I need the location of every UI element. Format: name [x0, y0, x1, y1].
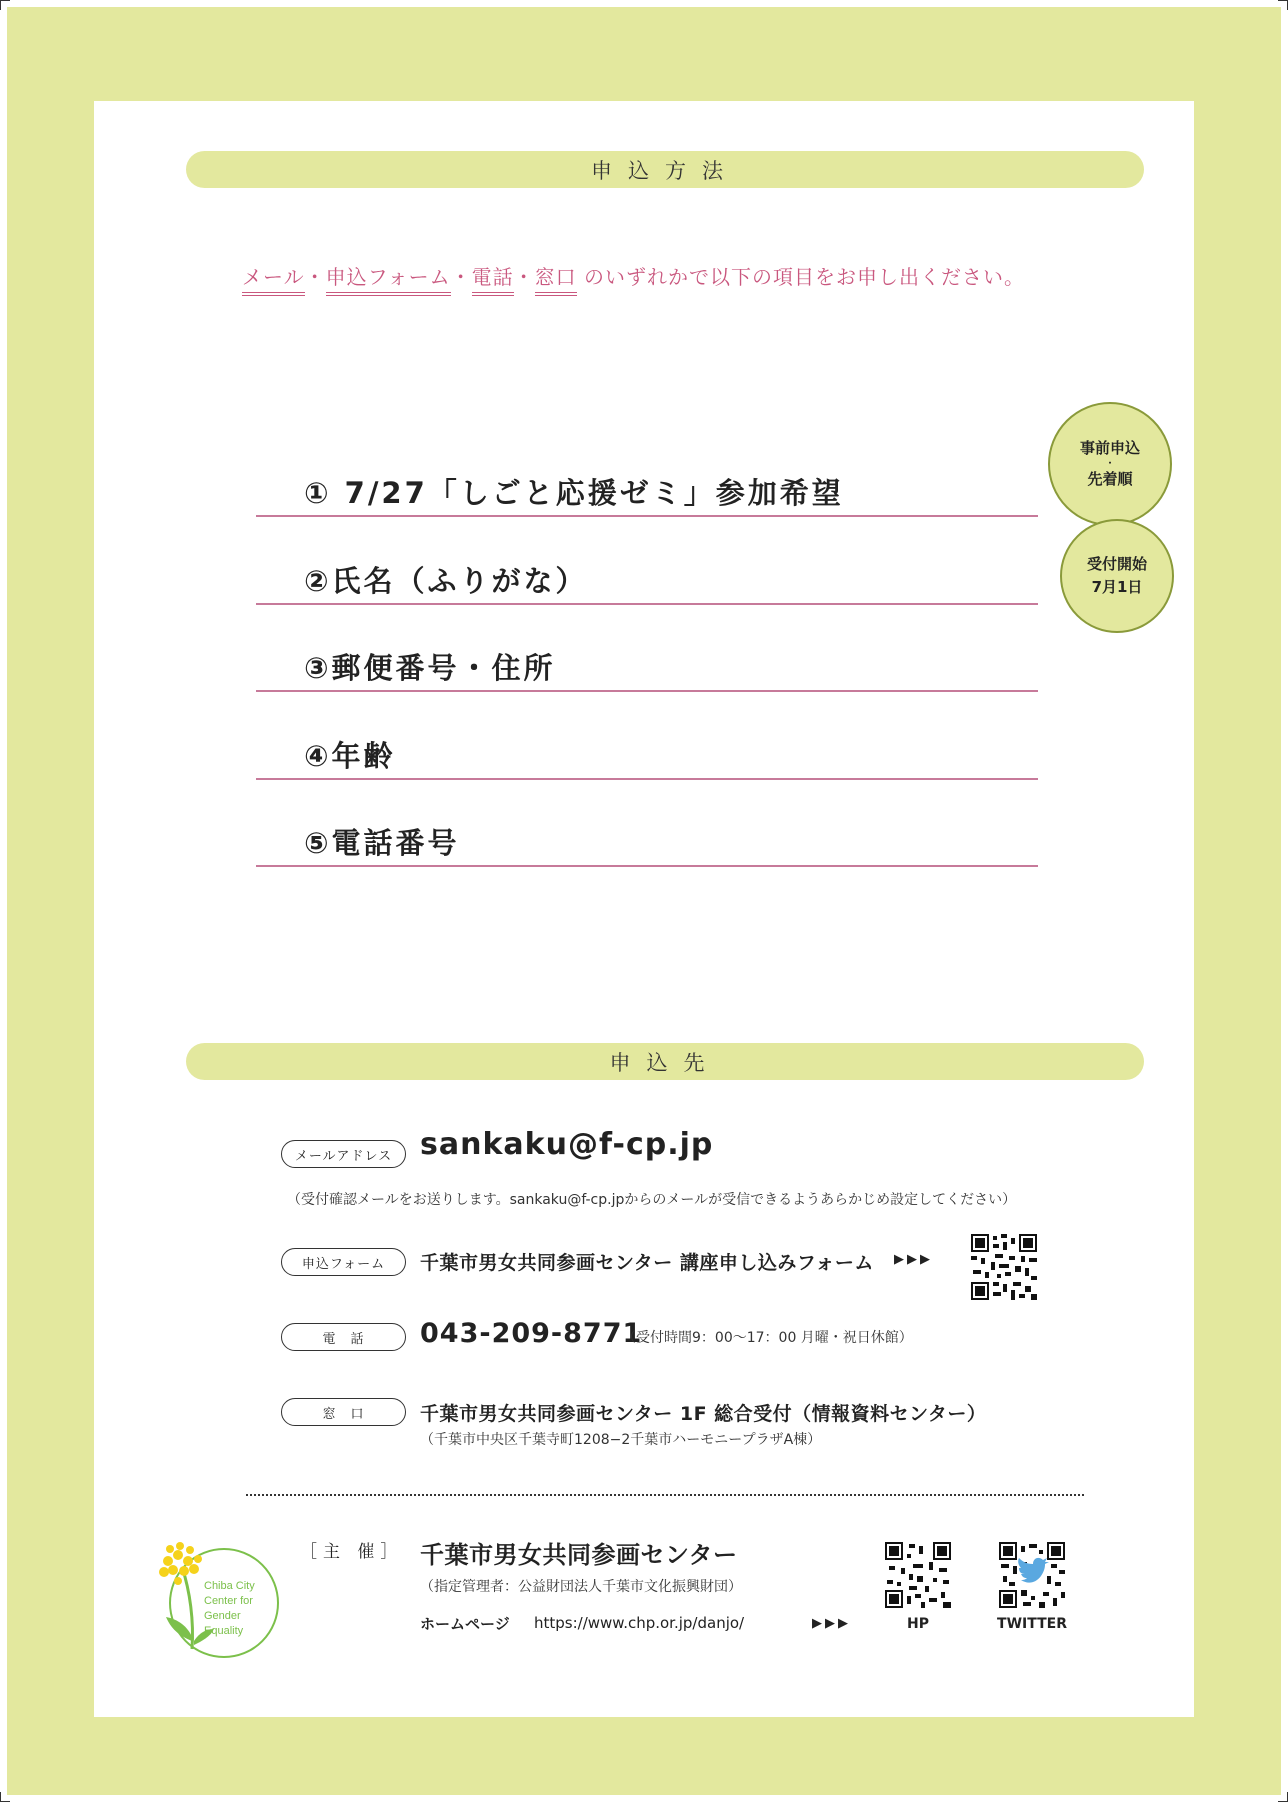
window-location-text: 千葉市男女共同参画センター 1F 総合受付（情報資料センター） [420, 1403, 987, 1425]
qr-code-hp[interactable] [885, 1542, 951, 1608]
window-label [281, 1398, 406, 1426]
homepage-url[interactable]: https://www.chp.or.jp/danjo/ [534, 1614, 745, 1632]
intro-tail: のいずれかで以下の項目をお申し出ください。 [576, 265, 1025, 289]
item-text: ④年齢 [304, 739, 396, 773]
badge-advance-registration [1048, 402, 1172, 526]
badge-dot: ・ [1105, 458, 1115, 469]
item-text: ③郵便番号・住所 [304, 651, 556, 685]
section-header-application-destination [186, 1043, 1144, 1080]
badge-line: 事前申込 [1079, 438, 1140, 457]
logo-text-line: Center for [204, 1595, 253, 1607]
required-item-3 [256, 642, 1038, 692]
badge-start-date [1060, 519, 1174, 633]
phone-label [281, 1323, 406, 1351]
arrow-icon: ▶▶▶ [894, 1252, 933, 1267]
item-text: ① 7/27「しごと応援ゼミ」参加希望 [304, 476, 844, 510]
section-title: 申込先 [609, 1050, 721, 1075]
form-link-text[interactable]: 千葉市男女共同参画センター 講座申し込みフォーム [420, 1252, 874, 1274]
logo-text-line: Chiba City [204, 1580, 255, 1592]
email-note: （受付確認メールをお送りします。sankaku@f-cp.jpからのメールが受信できるようあらかじめ設定してください） [287, 1192, 1017, 1208]
item-text: ⑤電話番号 [304, 826, 460, 860]
phone-hours-note: （受付時間9：00〜17：00 月曜・祝日休館） [622, 1330, 913, 1346]
host-manager: （指定管理者：公益財団法人千葉市文化振興財団） [420, 1579, 742, 1595]
phone-number[interactable]: 043-209-8771 [420, 1318, 643, 1349]
label-text: 窓 口 [322, 1406, 365, 1422]
intro-text [242, 261, 1102, 290]
crop-mark [0, 0, 10, 1]
method-form: 申込フォーム [326, 265, 451, 296]
email-address[interactable]: sankaku@f-cp.jp [420, 1127, 714, 1162]
required-item-4 [256, 730, 1038, 780]
form-label [281, 1248, 406, 1276]
item-text: ②氏名（ふりがな） [304, 564, 588, 598]
logo-text-line: Equality [204, 1625, 244, 1637]
method-window: 窓口 [535, 265, 577, 296]
section-header-application-method [186, 151, 1144, 188]
badge-line: 7月1日 [1091, 578, 1143, 596]
separator: ・ [513, 265, 535, 289]
logo-text-line: Gender [204, 1610, 241, 1622]
required-item-2 [256, 555, 1038, 605]
required-item-1 [256, 467, 1038, 517]
method-email: メール [242, 265, 305, 296]
qr-caption-hp: HP [907, 1616, 929, 1632]
method-phone: 電話 [472, 265, 514, 296]
homepage-label: ホームページ [420, 1615, 510, 1633]
qr-code-twitter[interactable] [999, 1542, 1065, 1608]
host-name: 千葉市男女共同参画センター [420, 1541, 738, 1569]
chiba-city-gender-equality-logo [154, 1541, 282, 1661]
crop-mark [0, 0, 1, 10]
badge-line: 先着順 [1087, 470, 1133, 489]
crop-mark [1278, 0, 1288, 1]
badge-line: 受付開始 [1086, 554, 1147, 573]
host-label: ［主 催］ [300, 1542, 404, 1562]
flyer-sheet [94, 101, 1194, 1717]
label-text: 電 話 [322, 1331, 365, 1347]
arrow-icon: ▶▶▶ [812, 1616, 851, 1631]
qr-code-form[interactable] [971, 1234, 1037, 1300]
label-text: メールアドレス [294, 1148, 393, 1164]
section-title: 申込方法 [591, 158, 739, 183]
qr-caption-twitter: TWITTER [997, 1616, 1067, 1632]
separator: ・ [450, 265, 472, 289]
label-text: 申込フォーム [301, 1256, 386, 1272]
email-label [281, 1140, 406, 1168]
separator: ・ [304, 265, 326, 289]
dotted-divider [246, 1494, 1084, 1496]
required-item-5 [256, 817, 1038, 867]
window-address: （千葉市中央区千葉寺町1208−2千葉市ハーモニープラザA棟） [420, 1432, 822, 1448]
